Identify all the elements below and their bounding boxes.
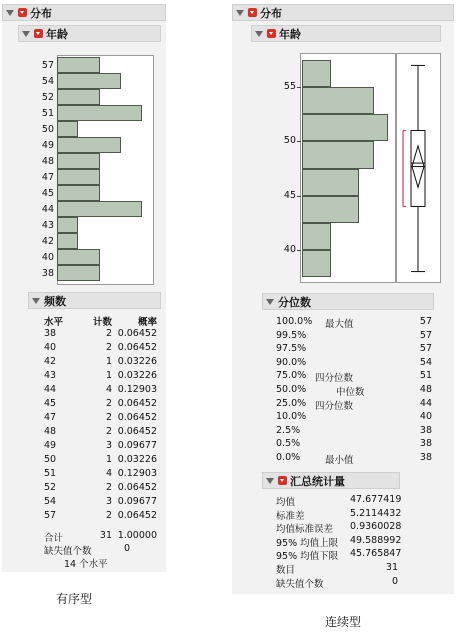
y-tick-label: 50 — [41, 124, 54, 135]
freq-title: 频数 — [44, 294, 66, 308]
y-tick-label: 45 — [283, 189, 296, 201]
histogram-bar — [57, 89, 100, 105]
histogram-bar — [302, 141, 374, 168]
quantile-pct: 25.0% — [276, 397, 307, 409]
summary-value: 0.9360028 — [350, 521, 402, 533]
left-age-header[interactable] — [18, 25, 161, 42]
y-tick-mark — [297, 87, 301, 88]
right-distribution-header[interactable] — [232, 4, 454, 21]
collapse-triangle-icon[interactable] — [266, 478, 274, 484]
freq-count: 2 — [105, 426, 112, 437]
quantiles-header[interactable] — [262, 293, 434, 310]
histogram-bar — [302, 196, 359, 223]
histogram-bar — [57, 249, 100, 265]
y-tick-label: 45 — [41, 188, 54, 199]
freq-level: 47 — [44, 412, 57, 423]
freq-level: 50 — [44, 454, 57, 465]
y-tick-label: 44 — [41, 204, 54, 215]
quantile-value: 57 — [419, 329, 432, 341]
histogram-bar — [57, 265, 100, 281]
freq-level: 57 — [44, 510, 57, 521]
quantile-pct: 97.5% — [276, 343, 307, 355]
freq-prob: 0.06452 — [117, 426, 157, 437]
quantile-name: 最小值 — [325, 455, 354, 466]
freq-count: 2 — [105, 412, 112, 423]
freq-count: 2 — [105, 510, 112, 521]
summary-value: 0 — [391, 575, 398, 587]
freq-count: 3 — [105, 440, 112, 451]
histogram-bar — [302, 114, 388, 141]
histogram-bar — [57, 185, 100, 201]
histogram-bar — [57, 201, 142, 217]
freq-level: 43 — [44, 370, 57, 381]
collapse-triangle-icon[interactable] — [255, 31, 263, 37]
summary-value: 47.677419 — [350, 494, 402, 505]
y-tick-label: 52 — [41, 92, 54, 103]
boxplot — [396, 53, 441, 283]
freq-count: 3 — [105, 496, 112, 507]
y-tick-label: 51 — [41, 108, 54, 119]
histogram-bar — [57, 105, 142, 121]
freq-prob: 0.06452 — [117, 398, 157, 409]
freq-count: 1 — [105, 356, 112, 367]
quantile-pct: 50.0% — [276, 384, 307, 395]
summary-value: 5.2114432 — [350, 507, 402, 519]
histogram-bar — [302, 169, 359, 196]
col-header-level: 水平 — [44, 317, 64, 328]
histogram-bar — [57, 217, 78, 233]
freq-level: 42 — [44, 356, 57, 367]
freq-level: 45 — [44, 398, 57, 409]
quantile-pct: 2.5% — [276, 424, 301, 436]
right-age-title: 年龄 — [279, 27, 301, 41]
quantile-value: 40 — [419, 411, 432, 423]
freq-prob: 0.03226 — [117, 370, 157, 381]
left-age-title: 年龄 — [46, 27, 68, 41]
total-prob: 1.00000 — [117, 530, 157, 541]
total-count: 31 — [99, 530, 112, 541]
y-tick-label: 47 — [41, 172, 54, 183]
quantile-value: 44 — [419, 397, 432, 409]
summary-name: 均值标准误差 — [276, 524, 334, 536]
histogram-bar — [57, 233, 78, 249]
summary-value: 49.588992 — [350, 534, 402, 546]
y-tick-label: 54 — [41, 76, 54, 87]
quantile-value: 57 — [419, 316, 432, 327]
total-label: 合计 — [44, 533, 64, 544]
summary-value: 31 — [385, 562, 398, 573]
collapse-triangle-icon[interactable] — [32, 298, 40, 304]
levels-note: 14 个水平 — [64, 559, 108, 570]
freq-level: 44 — [44, 384, 57, 395]
summary-name: 缺失值个数 — [276, 578, 324, 590]
red-menu-icon[interactable] — [267, 29, 276, 38]
quantile-value: 54 — [419, 356, 432, 368]
freq-prob: 0.06452 — [117, 342, 157, 353]
summary-name: 均值 — [276, 497, 296, 508]
histogram-bar — [57, 57, 100, 73]
left-distribution-header[interactable] — [2, 4, 166, 21]
y-tick-label: 42 — [41, 236, 54, 247]
histogram-bar — [302, 250, 331, 277]
summary-title: 汇总统计量 — [290, 474, 345, 488]
quantile-value: 48 — [419, 384, 432, 395]
freq-level: 54 — [44, 496, 57, 507]
y-tick-label: 38 — [41, 268, 54, 279]
freq-count: 2 — [105, 328, 112, 339]
collapse-triangle-icon[interactable] — [22, 31, 30, 37]
histogram-bar — [57, 121, 78, 137]
freq-level: 52 — [44, 482, 57, 493]
freq-prob: 0.12903 — [117, 468, 157, 479]
y-tick-mark — [297, 141, 301, 142]
right-age-header[interactable] — [251, 25, 441, 42]
y-tick-label: 55 — [283, 81, 296, 93]
quantile-name: 中位数 — [336, 387, 365, 398]
histogram-bar — [57, 169, 100, 185]
freq-count: 1 — [105, 370, 112, 381]
y-tick-label: 57 — [41, 60, 54, 71]
quantile-value: 51 — [419, 370, 432, 382]
summary-name: 数目 — [276, 565, 296, 576]
freq-level: 40 — [44, 342, 57, 353]
histogram-bar — [302, 60, 331, 87]
quantile-pct: 75.0% — [276, 370, 307, 382]
freq-prob: 0.06452 — [117, 482, 157, 493]
quantile-pct: 99.5% — [276, 329, 307, 341]
collapse-triangle-icon[interactable] — [236, 10, 244, 16]
histogram-bar — [57, 153, 100, 169]
y-tick-label: 43 — [41, 220, 54, 231]
left-caption: 有序型 — [56, 592, 93, 606]
histogram-bar — [302, 223, 331, 250]
y-tick-label: 49 — [41, 140, 54, 151]
quantile-pct: 10.0% — [276, 411, 307, 423]
freq-prob: 0.06452 — [117, 510, 157, 521]
quantile-value: 38 — [419, 424, 432, 436]
freq-prob: 0.06452 — [117, 328, 157, 339]
summary-name: 95% 均值下限 — [276, 551, 339, 563]
freq-count: 2 — [105, 482, 112, 493]
red-menu-icon[interactable] — [18, 8, 27, 17]
quantile-pct: 90.0% — [276, 356, 307, 368]
quantile-name: 最大值 — [325, 319, 354, 330]
y-tick-label: 48 — [41, 156, 54, 167]
y-tick-label: 50 — [283, 135, 296, 147]
y-tick-mark — [297, 250, 301, 251]
freq-prob: 0.03226 — [117, 356, 157, 367]
histogram-bar — [57, 73, 121, 89]
freq-count: 4 — [105, 384, 112, 395]
col-header-prob: 概率 — [137, 317, 157, 328]
left-distribution-title: 分布 — [30, 6, 52, 20]
freq-count: 2 — [105, 342, 112, 353]
quantile-value: 57 — [419, 343, 432, 355]
right-distribution-title: 分布 — [260, 6, 282, 20]
freq-count: 4 — [105, 468, 112, 479]
quantile-value: 38 — [419, 438, 432, 450]
freq-prob: 0.03226 — [117, 454, 157, 465]
freq-prob: 0.06452 — [117, 412, 157, 423]
freq-prob: 0.09677 — [117, 440, 157, 451]
summary-name: 95% 均值上限 — [276, 537, 339, 549]
freq-header[interactable] — [28, 292, 161, 309]
summary-header[interactable] — [262, 472, 400, 489]
y-tick-label: 40 — [283, 243, 296, 255]
collapse-triangle-icon[interactable] — [6, 10, 14, 16]
histogram-bar — [57, 137, 121, 153]
histogram-bar — [302, 87, 374, 114]
missing-label: 缺失值个数 — [44, 546, 92, 557]
freq-level: 38 — [44, 328, 57, 339]
quantile-name: 四分位数 — [315, 400, 354, 412]
quantile-value: 38 — [419, 452, 432, 463]
freq-level: 51 — [44, 468, 57, 479]
right-caption: 连续型 — [325, 615, 362, 629]
freq-level: 48 — [44, 426, 57, 437]
quantile-name: 四分位数 — [315, 373, 354, 385]
quantile-pct: 100.0% — [276, 316, 313, 327]
freq-count: 1 — [105, 454, 112, 465]
y-tick-label: 40 — [41, 252, 54, 263]
missing-count: 0 — [123, 543, 130, 554]
freq-level: 49 — [44, 440, 57, 451]
freq-prob: 0.09677 — [117, 496, 157, 507]
red-menu-icon[interactable] — [248, 8, 257, 17]
collapse-triangle-icon[interactable] — [266, 299, 274, 305]
quantile-pct: 0.0% — [276, 452, 301, 463]
red-menu-icon[interactable] — [278, 476, 287, 485]
col-header-count: 计数 — [92, 317, 112, 328]
y-tick-mark — [297, 196, 301, 197]
summary-value: 45.765847 — [350, 548, 402, 560]
freq-count: 2 — [105, 398, 112, 409]
quantile-pct: 0.5% — [276, 438, 301, 450]
box-iqr — [411, 131, 425, 207]
freq-prob: 0.12903 — [117, 384, 157, 395]
quantiles-title: 分位数 — [278, 295, 311, 309]
summary-name: 标准差 — [276, 510, 305, 522]
red-menu-icon[interactable] — [34, 29, 43, 38]
